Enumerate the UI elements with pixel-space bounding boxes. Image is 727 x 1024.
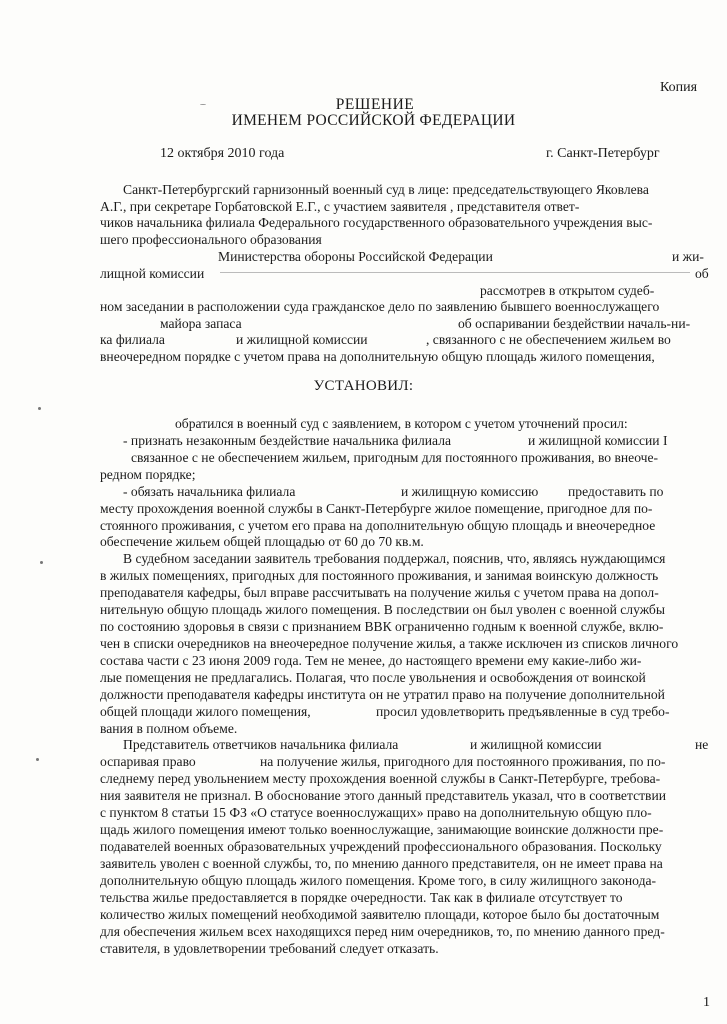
- rep-line: оспаривая право: [100, 754, 196, 769]
- rep-line: и жилищной комиссии: [470, 737, 602, 752]
- scan-speck: [38, 407, 41, 410]
- scan-speck: [36, 758, 39, 761]
- intro-line: об оспаривании бездействии началь-ни-: [458, 316, 691, 331]
- intro-line: майора запаса: [160, 316, 242, 331]
- document-date: 12 октября 2010 года: [160, 146, 285, 161]
- hearing-line: В судебном заседании заявитель требования поддержал, пояснив, что, являясь нуждающимся: [123, 551, 666, 566]
- hearing-line: просил удовлетворить предъявленные в суд требо-: [376, 704, 670, 719]
- document-subtitle: ИМЕНЕМ РОССИЙСКОЙ ФЕДЕРАЦИИ: [231, 112, 516, 129]
- scan-speck: [200, 104, 206, 105]
- rep-line: ставителя, в удовлетворении требований следует отказать.: [100, 941, 439, 956]
- intro-line: Санкт-Петербургский гарнизонный военный суд в лице: председательствующего Яковлева: [123, 182, 649, 197]
- intro-line: и жи-: [672, 249, 704, 264]
- hearing-line: по состоянию здоровья в связи с признанием ВВК ограниченно годным к военной службе, вклю-: [100, 619, 664, 634]
- intro-line: А.Г., при секретаре Горбатовской Е.Г., с участием заявителя , представителя ответ-: [100, 199, 580, 214]
- intro-line: внеочередном порядке с учетом права на дополнительную общую площадь жилого помещения,: [100, 349, 655, 364]
- claim-line: редном порядке;: [100, 467, 196, 482]
- hearing-line: должности преподавателя кафедры института он не утратил право на получение дополнительной: [100, 687, 665, 702]
- intro-line: и жилищной комиссии: [236, 332, 368, 347]
- claim-line: предоставить по: [568, 484, 664, 499]
- hearing-line: в жилых помещениях, пригодных для постоянного проживания, и занимая воинскую должность: [100, 568, 659, 583]
- rep-line: не: [695, 737, 709, 752]
- rep-line: количество жилых помещений необходимой заявителю площади, которое было бы достаточным: [100, 907, 660, 922]
- document-city: г. Санкт-Петербург: [546, 146, 660, 161]
- claim-line: и жилищную комиссию: [401, 484, 539, 499]
- redaction-trace: [220, 272, 690, 273]
- rep-line: подавателей военных образовательных учреждений профессионального образования. Поскольку: [100, 839, 662, 854]
- copy-mark: Копия: [660, 80, 698, 95]
- claim-line: стоянного проживания, с учетом его права на дополнительную общую площадь и внеочередное: [100, 518, 656, 533]
- rep-line: следнему перед увольнением месту прохождения военной службы в Санкт-Петербурге, требова-: [100, 771, 661, 786]
- intro-line: шего профессионального образования: [100, 232, 322, 247]
- intro-line: чиков начальника филиала Федерального государственного образовательного учреждения выс-: [100, 215, 653, 230]
- hearing-line: вания в полном объеме.: [100, 721, 238, 736]
- intro-line: Министерства обороны Российской Федерации: [218, 249, 493, 264]
- scan-speck: [40, 561, 43, 564]
- document-title: РЕШЕНИЕ: [335, 96, 415, 113]
- page-number: 1: [703, 995, 710, 1010]
- intro-line: об: [695, 266, 709, 281]
- claim-line: и жилищной комиссии I: [528, 433, 668, 448]
- hearing-line: чен в списки очередников на внеочередное получение жилья, а также исключен из списков личного: [100, 636, 679, 651]
- hearing-line: общей площади жилого помещения,: [100, 704, 311, 719]
- rep-line: заявитель уволен с военной службы, то, по мнению данного представителя, он не имеет права на: [100, 856, 663, 871]
- rep-line: на получение жилья, пригодного для постоянного проживания, по по-: [260, 754, 666, 769]
- rep-line: дополнительную общую площадь жилого помещения. Кроме того, в силу жилищного законода-: [100, 873, 657, 888]
- claim-line: - обязать начальника филиала: [123, 484, 296, 499]
- claim-line: - признать незаконным бездействие начальника филиала: [123, 433, 452, 448]
- rep-line: с пунктом 8 статьи 15 ФЗ «О статусе военнослужащих» право на дополнительную общую пло-: [100, 805, 652, 820]
- intro-line: ном заседании в расположении суда гражданское дело по заявлению бывшего военнослужащего: [100, 299, 660, 314]
- intro-line: рассмотрев в открытом судеб-: [480, 283, 655, 298]
- rep-line: для обеспечения жильем всех находящихся перед ним очередников, то, по мнению данного пред-: [100, 924, 665, 939]
- claim-line: связанное с не обеспечением жильем, пригодным для постоянного проживания, во внеоче-: [131, 450, 659, 465]
- section-heading: УСТАНОВИЛ:: [313, 378, 414, 394]
- hearing-line: состава части с 23 июня 2009 года. Тем не менее, до настоящего времени ему какие-либо жи-: [100, 653, 642, 668]
- rep-line: щадь жилого помещения имеют только военнослужащие, занимающие воинские должности пре-: [100, 822, 664, 837]
- intro-line: ка филиала: [100, 332, 165, 347]
- intro-line: лищной комиссии: [100, 266, 205, 281]
- rep-line: Представитель ответчиков начальника филиала: [123, 737, 399, 752]
- rep-line: ния заявителя не признал. В обоснование этого данный представитель указал, что в соответствии: [100, 788, 667, 803]
- hearing-line: преподавателя кафедры, был вправе рассчитывать на получение жилья с учетом права на допол-: [100, 585, 659, 600]
- claim-line: обеспечение жильем общей площадью от 60 до 70 кв.м.: [100, 534, 424, 549]
- hearing-line: нительную общую площадь жилого помещения. В последствии он был уволен с военной службы: [100, 602, 665, 617]
- rep-line: тельства жилье предоставляется в порядке очередности. Так как в филиале отсутствует то: [100, 890, 623, 905]
- hearing-line: лые помещения не предлагались. Полагая, что после увольнения и освобождения от воинской: [100, 670, 646, 685]
- claim-line: месту прохождения военной службы в Санкт-Петербурге жилое помещение, пригодное для по-: [100, 501, 653, 516]
- claim-line: обратился в военный суд с заявлением, в котором с учетом уточнений просил:: [175, 416, 628, 431]
- intro-line: , связанного с не обеспечением жильем во: [426, 332, 671, 347]
